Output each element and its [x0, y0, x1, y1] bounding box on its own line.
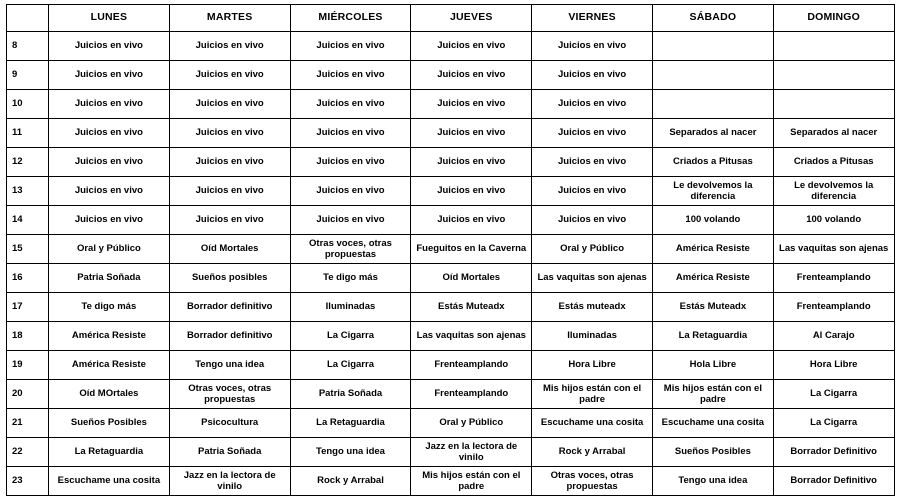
table-header [7, 5, 895, 32]
row-hour: 23 [7, 467, 49, 496]
schedule-cell: Iluminadas [290, 293, 411, 322]
schedule-cell: América Resiste [49, 322, 170, 351]
row-hour: 19 [7, 351, 49, 380]
day-header-martes: MARTES [169, 5, 290, 32]
schedule-cell: Mis hijos están con el padre [652, 380, 773, 409]
schedule-cell: La Retaguardia [49, 438, 170, 467]
table-row [7, 293, 895, 322]
schedule-cell: 100 volando [773, 206, 894, 235]
day-header-miercoles: MIÉRCOLES [290, 5, 411, 32]
schedule-cell: Te digo más [49, 293, 170, 322]
row-hour: 9 [7, 61, 49, 90]
schedule-cell: Juicios en vivo [49, 148, 170, 177]
schedule-cell: Sueños Posibles [49, 409, 170, 438]
schedule-cell: Frenteamplando [773, 293, 894, 322]
table-row [7, 380, 895, 409]
schedule-cell: Hora Libre [773, 351, 894, 380]
table-row [7, 264, 895, 293]
schedule-cell: Estás Muteadx [652, 293, 773, 322]
schedule-cell: Juicios en vivo [290, 119, 411, 148]
day-header-viernes: VIERNES [532, 5, 653, 32]
hour-column-header [7, 5, 49, 32]
schedule-cell: Otras voces, otras propuestas [169, 380, 290, 409]
schedule-cell: Tengo una idea [652, 467, 773, 496]
table-row [7, 119, 895, 148]
schedule-cell: Patria Soñada [169, 438, 290, 467]
schedule-cell: Jazz en la lectora de vinilo [411, 438, 532, 467]
schedule-cell: Juicios en vivo [532, 90, 653, 119]
schedule-cell: Iluminadas [532, 322, 653, 351]
table-row [7, 322, 895, 351]
row-hour: 12 [7, 148, 49, 177]
schedule-cell: Oral y Público [49, 235, 170, 264]
row-hour: 18 [7, 322, 49, 351]
schedule-cell: Las vaquitas son ajenas [411, 322, 532, 351]
schedule-cell: Juicios en vivo [290, 32, 411, 61]
schedule-cell: Juicios en vivo [49, 61, 170, 90]
day-header-domingo: DOMINGO [773, 5, 894, 32]
schedule-cell: Borrador Definitivo [773, 467, 894, 496]
schedule-cell: Rock y Arrabal [532, 438, 653, 467]
schedule-cell: Juicios en vivo [532, 177, 653, 206]
schedule-cell: La Cigarra [290, 351, 411, 380]
schedule-cell: Escuchame una cosita [532, 409, 653, 438]
schedule-cell: Jazz en la lectora de vinilo [169, 467, 290, 496]
schedule-cell: América Resiste [652, 235, 773, 264]
schedule-cell: Borrador Definitivo [773, 438, 894, 467]
schedule-cell: Escuchame una cosita [652, 409, 773, 438]
schedule-cell [773, 90, 894, 119]
table-row [7, 409, 895, 438]
schedule-cell: Juicios en vivo [169, 206, 290, 235]
schedule-cell: Juicios en vivo [411, 206, 532, 235]
schedule-cell: Otras voces, otras propuestas [532, 467, 653, 496]
schedule-cell [773, 61, 894, 90]
schedule-cell: Frenteamplando [411, 351, 532, 380]
schedule-cell: Juicios en vivo [290, 206, 411, 235]
schedule-cell: Tengo una idea [169, 351, 290, 380]
schedule-cell: Tengo una idea [290, 438, 411, 467]
header-row [7, 5, 895, 32]
table-row [7, 61, 895, 90]
schedule-cell: Frenteamplando [773, 264, 894, 293]
schedule-cell: Oíd MOrtales [49, 380, 170, 409]
schedule-cell: Juicios en vivo [169, 90, 290, 119]
schedule-cell: Juicios en vivo [532, 32, 653, 61]
schedule-cell: Oíd Mortales [169, 235, 290, 264]
schedule-cell: Las vaquitas son ajenas [773, 235, 894, 264]
schedule-cell: Juicios en vivo [49, 177, 170, 206]
schedule-cell: Le devolvemos la diferencia [773, 177, 894, 206]
schedule-cell: Criados a Pitusas [773, 148, 894, 177]
schedule-cell [652, 61, 773, 90]
schedule-cell: Juicios en vivo [411, 177, 532, 206]
schedule-cell: Juicios en vivo [411, 61, 532, 90]
row-hour: 21 [7, 409, 49, 438]
schedule-cell: Oral y Público [411, 409, 532, 438]
schedule-cell: Juicios en vivo [290, 177, 411, 206]
schedule-cell: Juicios en vivo [169, 177, 290, 206]
table-row [7, 351, 895, 380]
schedule-cell: Juicios en vivo [169, 32, 290, 61]
schedule-cell: Sueños Posibles [652, 438, 773, 467]
schedule-cell: Juicios en vivo [411, 119, 532, 148]
table-row [7, 148, 895, 177]
schedule-cell: Oral y Público [532, 235, 653, 264]
schedule-cell: Juicios en vivo [290, 90, 411, 119]
schedule-cell: Juicios en vivo [411, 90, 532, 119]
schedule-cell: Juicios en vivo [290, 61, 411, 90]
table-row [7, 206, 895, 235]
schedule-cell: Mis hijos están con el padre [411, 467, 532, 496]
schedule-cell: Juicios en vivo [169, 148, 290, 177]
schedule-cell: Oíd Mortales [411, 264, 532, 293]
table-body [7, 32, 895, 496]
schedule-cell: Juicios en vivo [411, 148, 532, 177]
schedule-cell: Separados al nacer [652, 119, 773, 148]
schedule-cell: Separados al nacer [773, 119, 894, 148]
day-header-jueves: JUEVES [411, 5, 532, 32]
schedule-cell: Psicocultura [169, 409, 290, 438]
schedule-cell: Sueños posibles [169, 264, 290, 293]
schedule-cell: Juicios en vivo [532, 119, 653, 148]
schedule-cell: Al Carajo [773, 322, 894, 351]
schedule-cell [652, 90, 773, 119]
schedule-cell: Juicios en vivo [532, 61, 653, 90]
schedule-cell: La Retaguardia [290, 409, 411, 438]
schedule-cell: América Resiste [652, 264, 773, 293]
schedule-cell: Juicios en vivo [532, 148, 653, 177]
schedule-cell: Te digo más [290, 264, 411, 293]
schedule-cell: Frenteamplando [411, 380, 532, 409]
row-hour: 15 [7, 235, 49, 264]
row-hour: 11 [7, 119, 49, 148]
schedule-cell: América Resiste [49, 351, 170, 380]
schedule-cell: Hora Libre [532, 351, 653, 380]
schedule-cell: Estás muteadx [532, 293, 653, 322]
schedule-cell: Escuchame una cosita [49, 467, 170, 496]
row-hour: 8 [7, 32, 49, 61]
schedule-cell: Patria Soñada [49, 264, 170, 293]
row-hour: 10 [7, 90, 49, 119]
row-hour: 22 [7, 438, 49, 467]
schedule-cell: Borrador definitivo [169, 322, 290, 351]
schedule-cell [652, 32, 773, 61]
table-row [7, 177, 895, 206]
schedule-cell: Juicios en vivo [169, 61, 290, 90]
table-row [7, 467, 895, 496]
schedule-cell: 100 volando [652, 206, 773, 235]
schedule-cell: Juicios en vivo [290, 148, 411, 177]
schedule-cell: Rock y Arrabal [290, 467, 411, 496]
row-hour: 16 [7, 264, 49, 293]
schedule-cell: La Retaguardia [652, 322, 773, 351]
schedule-cell: La Cigarra [290, 322, 411, 351]
schedule-cell: Borrador definitivo [169, 293, 290, 322]
table-row [7, 90, 895, 119]
table-row [7, 438, 895, 467]
schedule-cell: Juicios en vivo [49, 206, 170, 235]
schedule-cell: Fueguitos en la Caverna [411, 235, 532, 264]
day-header-lunes: LUNES [49, 5, 170, 32]
day-header-sabado: SÁBADO [652, 5, 773, 32]
schedule-cell: Juicios en vivo [49, 90, 170, 119]
table-row [7, 235, 895, 264]
schedule-cell: Estás Muteadx [411, 293, 532, 322]
schedule-cell: Hola Libre [652, 351, 773, 380]
schedule-cell: Otras voces, otras propuestas [290, 235, 411, 264]
schedule-cell: Juicios en vivo [169, 119, 290, 148]
schedule-cell: Criados a Pitusas [652, 148, 773, 177]
schedule-cell: La Cigarra [773, 409, 894, 438]
schedule-cell: Mis hijos están con el padre [532, 380, 653, 409]
schedule-cell: Juicios en vivo [49, 119, 170, 148]
row-hour: 17 [7, 293, 49, 322]
weekly-schedule-table [6, 4, 895, 496]
row-hour: 14 [7, 206, 49, 235]
schedule-cell: Juicios en vivo [411, 32, 532, 61]
schedule-cell: La Cigarra [773, 380, 894, 409]
schedule-cell [773, 32, 894, 61]
schedule-cell: Le devolvemos la diferencia [652, 177, 773, 206]
schedule-cell: Juicios en vivo [49, 32, 170, 61]
row-hour: 20 [7, 380, 49, 409]
schedule-cell: Patria Soñada [290, 380, 411, 409]
schedule-cell: Juicios en vivo [532, 206, 653, 235]
table-row [7, 32, 895, 61]
schedule-cell: Las vaquitas son ajenas [532, 264, 653, 293]
row-hour: 13 [7, 177, 49, 206]
